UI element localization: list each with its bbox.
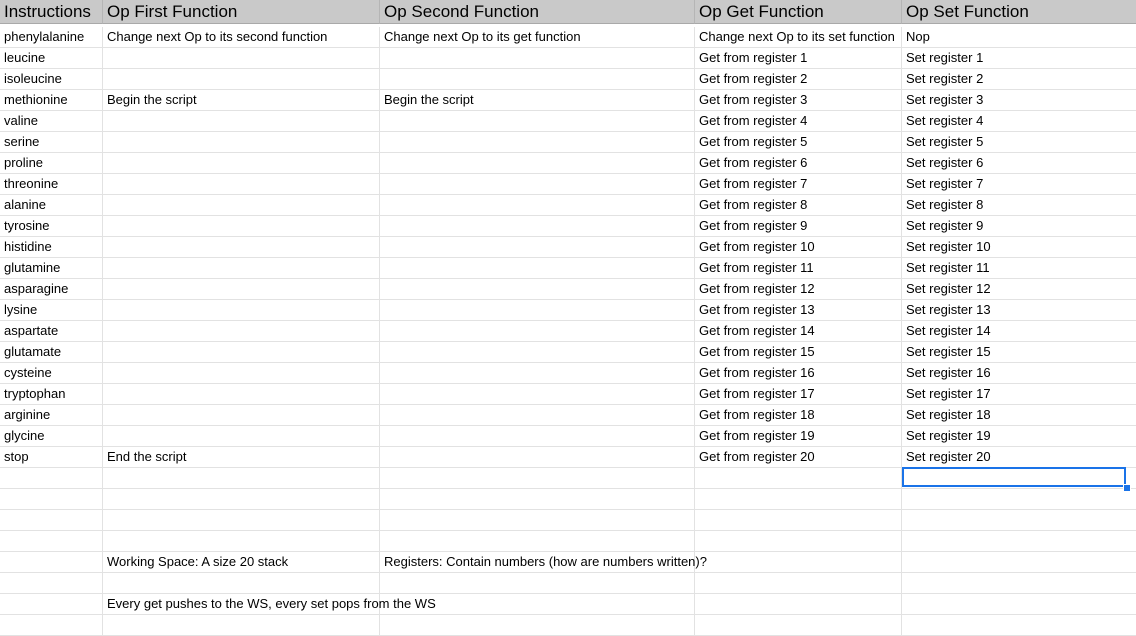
cell-op-get-function[interactable]: Get from register 18	[695, 405, 902, 426]
cell-op-set-function[interactable]: Set register 6	[902, 153, 1136, 174]
cell-op-get-function[interactable]: Get from register 17	[695, 384, 902, 405]
cell-op-get-function[interactable]	[695, 510, 902, 531]
cell-op-second-function[interactable]	[380, 531, 695, 552]
table-row	[0, 153, 1136, 174]
table-row	[0, 321, 1136, 342]
cell-op-first-function[interactable]	[103, 342, 380, 363]
cell-op-set-function[interactable]: Set register 11	[902, 258, 1136, 279]
column-header-op-second-function[interactable]: Op Second Function	[380, 0, 695, 24]
table-row	[0, 237, 1136, 258]
table-row	[0, 531, 1136, 552]
table-row	[0, 111, 1136, 132]
column-header-op-get-function[interactable]: Op Get Function	[695, 0, 902, 24]
cell-op-set-function[interactable]: Set register 20	[902, 447, 1136, 468]
table-row	[0, 552, 1136, 573]
cell-op-second-function[interactable]	[380, 321, 695, 342]
table-row	[0, 510, 1136, 531]
cell-op-get-function[interactable]	[695, 552, 902, 573]
cell-op-second-function[interactable]	[380, 111, 695, 132]
cell-op-set-function[interactable]: Set register 10	[902, 237, 1136, 258]
cell-op-first-function[interactable]: Every get pushes to the WS, every set pops from the WS	[103, 594, 380, 615]
cell-op-first-function[interactable]: End the script	[103, 447, 380, 468]
selected-cell[interactable]	[902, 467, 1126, 487]
table-row	[0, 27, 1136, 48]
table-row	[0, 216, 1136, 237]
cell-op-set-function[interactable]	[902, 510, 1136, 531]
cell-op-first-function[interactable]	[103, 111, 380, 132]
cell-op-set-function[interactable]	[902, 615, 1136, 636]
cell-op-get-function[interactable]: Get from register 15	[695, 342, 902, 363]
cell-op-first-function[interactable]	[103, 573, 380, 594]
column-header-instructions[interactable]: Instructions	[0, 0, 103, 24]
cell-instructions[interactable]: serine	[0, 132, 103, 153]
cell-op-set-function[interactable]: Set register 13	[902, 300, 1136, 321]
cell-op-set-function[interactable]: Set register 9	[902, 216, 1136, 237]
cell-op-get-function[interactable]: Get from register 13	[695, 300, 902, 321]
column-header-op-set-function[interactable]: Op Set Function	[902, 0, 1136, 24]
cell-op-first-function[interactable]	[103, 468, 380, 489]
cell-op-set-function[interactable]: Set register 15	[902, 342, 1136, 363]
table-row	[0, 384, 1136, 405]
header-row	[0, 0, 1136, 24]
cell-op-get-function[interactable]: Get from register 10	[695, 237, 902, 258]
cell-op-first-function[interactable]	[103, 300, 380, 321]
cell-op-first-function[interactable]	[103, 363, 380, 384]
table-row	[0, 258, 1136, 279]
cell-instructions[interactable]	[0, 510, 103, 531]
cell-op-get-function[interactable]: Get from register 4	[695, 111, 902, 132]
cell-op-first-function[interactable]	[103, 321, 380, 342]
cell-instructions[interactable]	[0, 489, 103, 510]
cell-op-set-function[interactable]: Set register 7	[902, 174, 1136, 195]
cell-op-first-function[interactable]	[103, 216, 380, 237]
cell-instructions[interactable]: cysteine	[0, 363, 103, 384]
cell-instructions[interactable]: glutamate	[0, 342, 103, 363]
cell-instructions[interactable]: valine	[0, 111, 103, 132]
cell-op-second-function[interactable]	[380, 69, 695, 90]
cell-op-first-function[interactable]	[103, 258, 380, 279]
cell-op-set-function[interactable]: Set register 4	[902, 111, 1136, 132]
cell-instructions[interactable]: stop	[0, 447, 103, 468]
table-row	[0, 174, 1136, 195]
cell-op-set-function[interactable]: Set register 14	[902, 321, 1136, 342]
cell-op-second-function[interactable]: Registers: Contain numbers (how are numbers written)?	[380, 552, 695, 573]
cell-op-set-function[interactable]	[902, 573, 1136, 594]
cell-op-second-function[interactable]	[380, 279, 695, 300]
table-row	[0, 447, 1136, 468]
cell-op-set-function[interactable]: Set register 5	[902, 132, 1136, 153]
cell-op-second-function[interactable]	[380, 174, 695, 195]
cell-op-first-function[interactable]	[103, 174, 380, 195]
cell-op-second-function[interactable]	[380, 510, 695, 531]
table-row	[0, 342, 1136, 363]
cell-instructions[interactable]	[0, 594, 103, 615]
cell-op-get-function[interactable]	[695, 489, 902, 510]
fill-handle[interactable]	[1123, 484, 1131, 492]
cell-op-second-function[interactable]	[380, 258, 695, 279]
cell-op-get-function[interactable]	[695, 573, 902, 594]
table-row	[0, 279, 1136, 300]
table-row	[0, 594, 1136, 615]
cell-op-get-function[interactable]: Change next Op to its set function	[695, 27, 902, 48]
cell-op-get-function[interactable]: Get from register 12	[695, 279, 902, 300]
cell-op-get-function[interactable]: Get from register 7	[695, 174, 902, 195]
cell-op-get-function[interactable]: Get from register 5	[695, 132, 902, 153]
cell-instructions[interactable]	[0, 573, 103, 594]
cell-instructions[interactable]: glutamine	[0, 258, 103, 279]
cell-op-second-function[interactable]	[380, 216, 695, 237]
cell-op-first-function[interactable]: Working Space: A size 20 stack	[103, 552, 380, 573]
cell-instructions[interactable]	[0, 531, 103, 552]
cell-op-second-function[interactable]	[380, 405, 695, 426]
cell-op-first-function[interactable]	[103, 426, 380, 447]
cell-instructions[interactable]: methionine	[0, 90, 103, 111]
cell-instructions[interactable]: glycine	[0, 426, 103, 447]
cell-op-first-function[interactable]	[103, 237, 380, 258]
cell-op-second-function[interactable]	[380, 447, 695, 468]
cell-instructions[interactable]: asparagine	[0, 279, 103, 300]
cell-op-second-function[interactable]	[380, 426, 695, 447]
cell-instructions[interactable]: lysine	[0, 300, 103, 321]
cell-op-second-function[interactable]	[380, 468, 695, 489]
cell-op-second-function[interactable]	[380, 237, 695, 258]
cell-op-second-function[interactable]	[380, 573, 695, 594]
cell-op-second-function[interactable]	[380, 48, 695, 69]
table-row	[0, 405, 1136, 426]
cell-instructions[interactable]: isoleucine	[0, 69, 103, 90]
cell-op-get-function[interactable]: Get from register 2	[695, 69, 902, 90]
cell-op-first-function[interactable]	[103, 48, 380, 69]
cell-instructions[interactable]: proline	[0, 153, 103, 174]
cell-op-set-function[interactable]: Set register 2	[902, 69, 1136, 90]
cell-op-set-function[interactable]: Set register 18	[902, 405, 1136, 426]
cell-op-get-function[interactable]	[695, 468, 902, 489]
cell-op-get-function[interactable]	[695, 615, 902, 636]
cell-instructions[interactable]: tyrosine	[0, 216, 103, 237]
cell-op-first-function[interactable]	[103, 279, 380, 300]
cell-instructions[interactable]	[0, 468, 103, 489]
cell-op-set-function[interactable]: Set register 1	[902, 48, 1136, 69]
cell-op-second-function[interactable]	[380, 363, 695, 384]
cell-op-get-function[interactable]: Get from register 16	[695, 363, 902, 384]
table-row	[0, 300, 1136, 321]
cell-instructions[interactable]: tryptophan	[0, 384, 103, 405]
cell-instructions[interactable]: alanine	[0, 195, 103, 216]
cell-op-first-function[interactable]	[103, 153, 380, 174]
table-row	[0, 573, 1136, 594]
table-row	[0, 426, 1136, 447]
cell-op-first-function[interactable]	[103, 510, 380, 531]
cell-op-second-function[interactable]: Change next Op to its get function	[380, 27, 695, 48]
cell-op-get-function[interactable]	[695, 594, 902, 615]
cell-op-first-function[interactable]	[103, 489, 380, 510]
cell-op-set-function[interactable]	[902, 489, 1136, 510]
cell-op-set-function[interactable]: Set register 16	[902, 363, 1136, 384]
cell-op-get-function[interactable]	[695, 531, 902, 552]
cell-op-second-function[interactable]	[380, 594, 695, 615]
cell-op-get-function[interactable]: Get from register 6	[695, 153, 902, 174]
cell-op-first-function[interactable]	[103, 531, 380, 552]
cell-op-get-function[interactable]: Get from register 20	[695, 447, 902, 468]
cell-op-first-function[interactable]: Change next Op to its second function	[103, 27, 380, 48]
cell-instructions[interactable]: aspartate	[0, 321, 103, 342]
cell-instructions[interactable]	[0, 615, 103, 636]
table-row	[0, 615, 1136, 636]
cell-op-first-function[interactable]	[103, 615, 380, 636]
cell-instructions[interactable]: histidine	[0, 237, 103, 258]
table-row	[0, 90, 1136, 111]
cell-op-get-function[interactable]: Get from register 9	[695, 216, 902, 237]
cell-instructions[interactable]: leucine	[0, 48, 103, 69]
cell-op-first-function[interactable]	[103, 132, 380, 153]
cell-op-set-function[interactable]: Set register 8	[902, 195, 1136, 216]
cell-op-first-function[interactable]: Begin the script	[103, 90, 380, 111]
cell-instructions[interactable]: phenylalanine	[0, 27, 103, 48]
cell-op-first-function[interactable]	[103, 69, 380, 90]
table-row	[0, 489, 1136, 510]
cell-op-second-function[interactable]: Begin the script	[380, 90, 695, 111]
table-row	[0, 195, 1136, 216]
table-row	[0, 132, 1136, 153]
cell-op-set-function[interactable]: Set register 12	[902, 279, 1136, 300]
cell-op-get-function[interactable]: Get from register 3	[695, 90, 902, 111]
cell-op-get-function[interactable]: Get from register 14	[695, 321, 902, 342]
cell-op-get-function[interactable]: Get from register 19	[695, 426, 902, 447]
cell-op-second-function[interactable]	[380, 489, 695, 510]
column-header-op-first-function[interactable]: Op First Function	[103, 0, 380, 24]
cell-op-set-function[interactable]	[902, 594, 1136, 615]
cell-op-second-function[interactable]	[380, 153, 695, 174]
cell-op-second-function[interactable]	[380, 615, 695, 636]
cell-op-set-function[interactable]: Set register 17	[902, 384, 1136, 405]
cell-op-second-function[interactable]	[380, 132, 695, 153]
cell-op-second-function[interactable]	[380, 195, 695, 216]
cell-op-get-function[interactable]: Get from register 8	[695, 195, 902, 216]
cell-op-set-function[interactable]: Set register 3	[902, 90, 1136, 111]
cell-op-get-function[interactable]: Get from register 1	[695, 48, 902, 69]
cell-op-get-function[interactable]: Get from register 11	[695, 258, 902, 279]
cell-op-second-function[interactable]	[380, 342, 695, 363]
table-row	[0, 69, 1136, 90]
cell-op-set-function[interactable]	[902, 552, 1136, 573]
cell-instructions[interactable]: threonine	[0, 174, 103, 195]
cell-op-second-function[interactable]	[380, 300, 695, 321]
cell-op-first-function[interactable]	[103, 384, 380, 405]
table-row	[0, 363, 1136, 384]
cell-op-set-function[interactable]	[902, 531, 1136, 552]
cell-op-set-function[interactable]: Nop	[902, 27, 1136, 48]
cell-op-first-function[interactable]	[103, 195, 380, 216]
cell-instructions[interactable]: arginine	[0, 405, 103, 426]
cell-op-set-function[interactable]: Set register 19	[902, 426, 1136, 447]
cell-op-first-function[interactable]	[103, 405, 380, 426]
cell-instructions[interactable]	[0, 552, 103, 573]
table-row	[0, 48, 1136, 69]
cell-op-second-function[interactable]	[380, 384, 695, 405]
